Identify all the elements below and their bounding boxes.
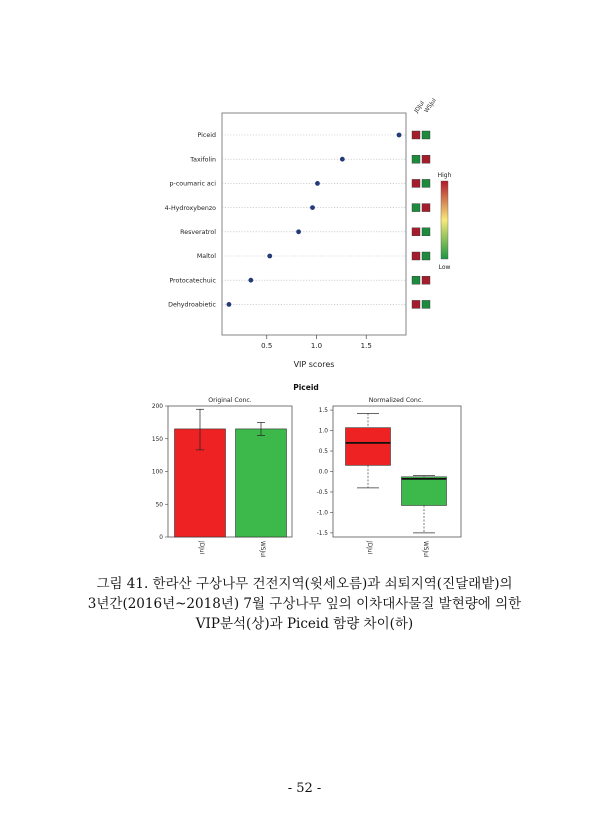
- caption-line-3: VIP분석(상)과 Piceid 함량 차이(하): [195, 616, 414, 632]
- vip-point: [248, 278, 253, 283]
- vip-x-tick-label: 1.5: [360, 342, 372, 350]
- heat-cell: [422, 204, 430, 212]
- vip-point: [397, 133, 402, 138]
- box: [402, 477, 447, 506]
- vip-point: [315, 181, 320, 186]
- vip-row-label: Resveratrol: [180, 229, 216, 236]
- box-x-tick-label: WSJul: [422, 541, 428, 558]
- bar: [236, 429, 287, 537]
- vip-row-label: Dehydroabietic: [168, 301, 216, 309]
- box-y-tick-label: -0.5: [316, 489, 328, 496]
- vip-plot-frame: [222, 113, 406, 335]
- vip-row-label: Protocatechuic: [169, 277, 216, 285]
- original-conc-panel: [152, 397, 292, 558]
- vip-row-label: Taxifolin: [190, 156, 216, 164]
- heat-cell: [422, 252, 430, 260]
- heat-cell: [422, 276, 430, 284]
- heat-cell: [412, 300, 420, 308]
- heat-cell: [412, 204, 420, 212]
- box-plot-frame: [333, 406, 461, 537]
- heat-cell: [412, 276, 420, 284]
- box: [346, 428, 391, 466]
- original-panel-title: Original Conc.: [208, 397, 252, 404]
- heat-cell: [422, 300, 430, 308]
- legend-color-bar: [441, 181, 448, 259]
- vip-x-tick-label: 1.0: [310, 342, 323, 350]
- vip-score-chart: [165, 97, 452, 369]
- legend-high-label: High: [437, 172, 452, 179]
- heat-cell: [422, 155, 430, 163]
- box-y-tick-label: 1.5: [318, 408, 328, 415]
- vip-point: [310, 205, 315, 210]
- bar-x-tick-label: JDJul: [198, 541, 204, 555]
- figure-caption: [60, 574, 549, 634]
- heat-cell: [422, 131, 430, 139]
- bar-y-tick-label: 100: [151, 469, 163, 476]
- heat-cell: [412, 252, 420, 260]
- box-y-tick-label: -1.5: [316, 530, 328, 537]
- caption-line-1: 그림 41. 한라산 구상나무 건전지역(윗세오름)과 쇠퇴지역(진달래밭)의: [96, 576, 513, 592]
- heat-cell: [422, 179, 430, 187]
- heat-cell: [412, 131, 420, 139]
- bar-y-tick-label: 200: [151, 404, 163, 410]
- color-legend: [438, 172, 452, 271]
- bar-y-tick-label: 50: [155, 502, 163, 509]
- vip-row-label: Maltol: [196, 253, 216, 261]
- vip-row-label: 4-Hydroxybenzo: [164, 204, 216, 212]
- box-y-tick-label: 1.0: [318, 428, 328, 435]
- heat-column-header: JDJul: [413, 100, 426, 115]
- box-y-tick-label: 0.5: [318, 449, 328, 456]
- heat-cell: [412, 179, 420, 187]
- page-number: - 52 -: [287, 781, 322, 796]
- box-x-tick-label: JDJul: [366, 541, 372, 555]
- heat-cell: [412, 155, 420, 163]
- vip-point: [340, 157, 345, 162]
- vip-x-tick-label: 0.5: [261, 342, 273, 350]
- caption-line-2: 3년간(2016년~2018년) 7월 구상나무 잎의 이차대사물질 발현량에 의한: [87, 596, 522, 612]
- bar-y-tick-label: 150: [151, 436, 163, 443]
- box-y-tick-label: -1.0: [316, 510, 328, 517]
- piceid-title: Piceid: [293, 383, 319, 392]
- legend-low-label: Low: [438, 264, 451, 271]
- vip-row-label: Piceid: [197, 132, 216, 140]
- normalized-conc-panel: [317, 397, 461, 558]
- vip-x-axis-label: VIP scores: [293, 360, 335, 369]
- vip-row-label: p-coumaric aci: [169, 180, 216, 188]
- vip-point: [227, 302, 232, 307]
- vip-point: [267, 254, 272, 259]
- heat-cell: [422, 228, 430, 236]
- normalized-panel-title: Normalized Conc.: [368, 397, 424, 404]
- bar-y-tick-label: 0: [159, 535, 163, 541]
- heat-cell: [412, 228, 420, 236]
- vip-point: [296, 229, 301, 234]
- bar-x-tick-label: WSJul: [259, 541, 265, 558]
- box-y-tick-label: 0.0: [318, 469, 328, 476]
- heat-column-header: WSJul: [423, 97, 438, 115]
